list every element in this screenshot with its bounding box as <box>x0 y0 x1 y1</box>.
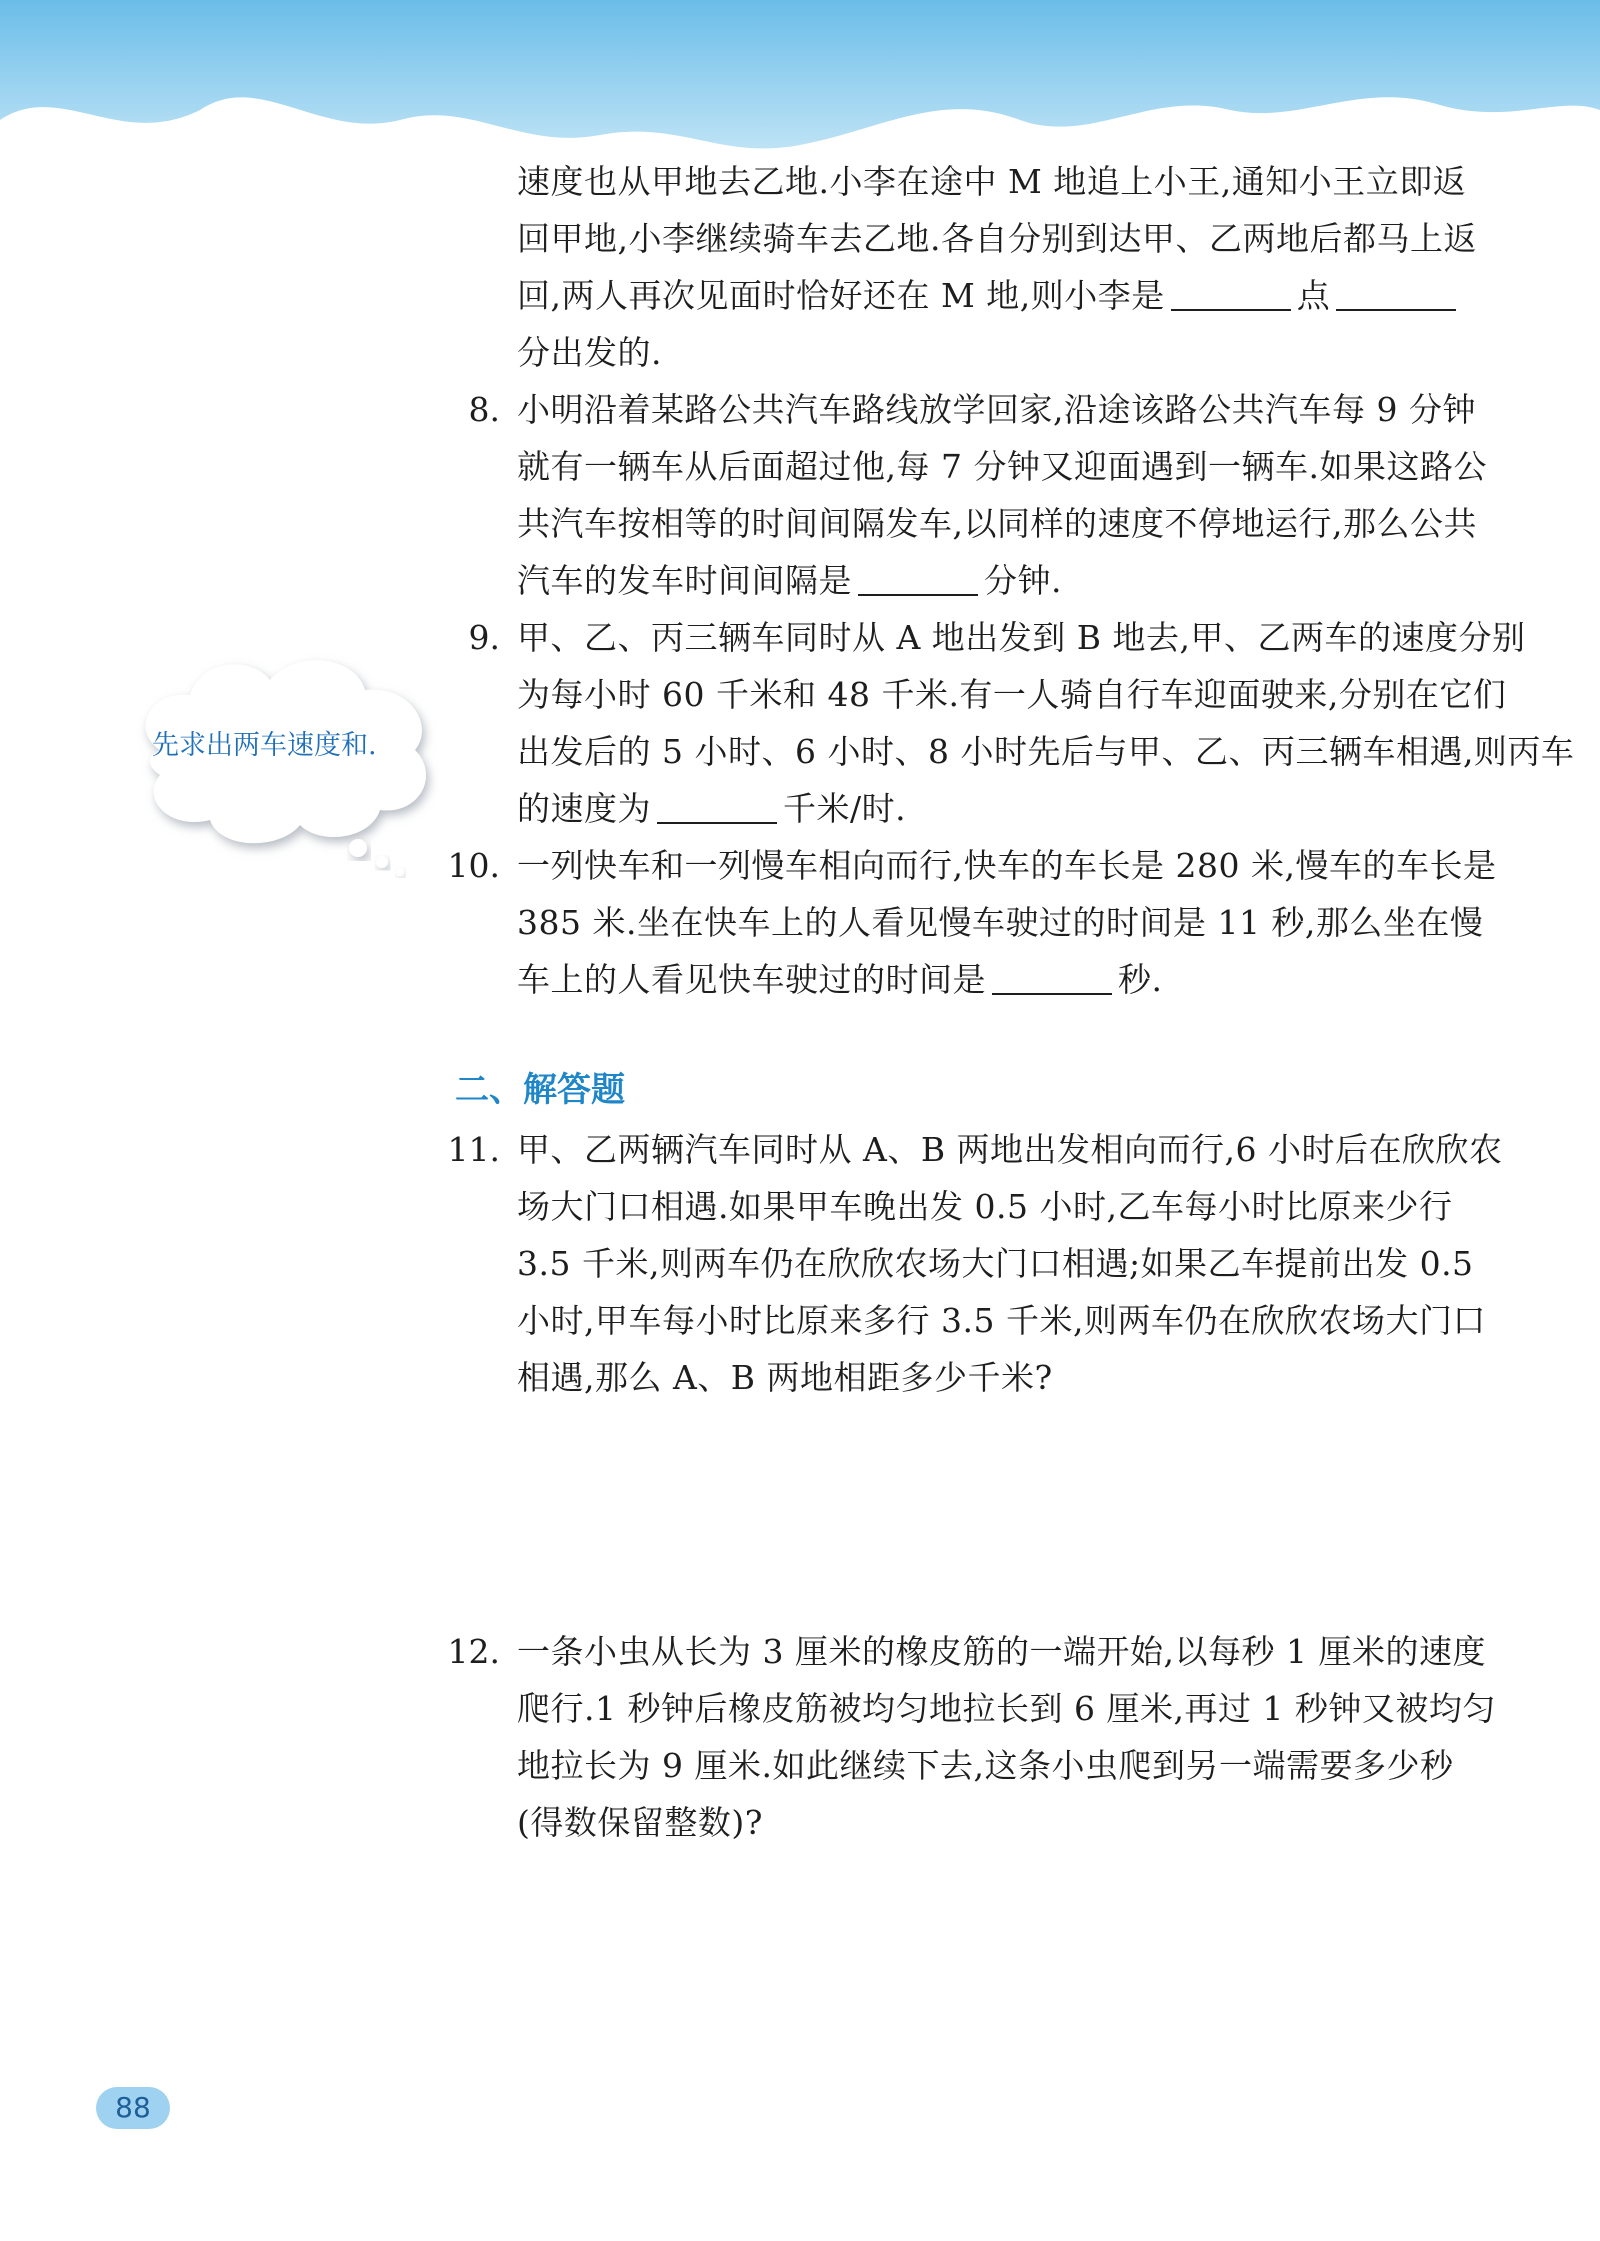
q9-line-4-a: 的速度为 <box>517 789 651 828</box>
q11-line-1: 甲、乙两辆汽车同时从 A、B 两地出发相向而行,6 小时后在欣欣农 <box>517 1130 1503 1169</box>
q12-line-1: 一条小虫从长为 3 厘米的橡皮筋的一端开始,以每秒 1 厘米的速度 <box>517 1632 1486 1671</box>
q7-line-2: 回甲地,小李继续骑车去乙地.各自分别到达甲、乙两地后都马上返 <box>517 219 1477 258</box>
q12-line-3: 地拉长为 9 厘米.如此继续下去,这条小虫爬到另一端需要多少秒 <box>517 1746 1454 1785</box>
answer-blank-q9[interactable] <box>657 822 777 824</box>
q10-line-3-b: 秒. <box>1118 960 1163 999</box>
section-title: 二、解答题 <box>455 1070 625 1110</box>
q10-number: 10. <box>447 846 500 885</box>
q10-line-3 <box>517 958 1163 1002</box>
q8-line-4-b: 分钟. <box>984 561 1062 600</box>
hint-text: 先求出两车速度和. <box>152 730 377 761</box>
q12-line-4: (得数保留整数)? <box>517 1803 763 1842</box>
q10-line-3-a: 车上的人看见快车驶过的时间是 <box>517 960 986 999</box>
q10-line-2: 385 米.坐在快车上的人看见慢车驶过的时间是 11 秒,那么坐在慢 <box>517 903 1484 942</box>
q8-line-2: 就有一辆车从后面超过他,每 7 分钟又迎面遇到一辆车.如果这路公 <box>517 447 1487 486</box>
page-number: 88 <box>96 2087 170 2129</box>
answer-blank-q8[interactable] <box>858 594 978 596</box>
q8-number: 8. <box>468 390 500 429</box>
q10-line-1: 一列快车和一列慢车相向而行,快车的车长是 280 米,慢车的车长是 <box>517 846 1497 885</box>
q8-line-4 <box>517 559 1062 603</box>
q9-number: 9. <box>468 618 500 657</box>
q7-line-1: 速度也从甲地去乙地.小李在途中 M 地追上小王,通知小王立即返 <box>517 162 1467 201</box>
q11-number: 11. <box>447 1130 500 1169</box>
q9-line-4 <box>517 787 906 831</box>
q9-line-3: 出发后的 5 小时、6 小时、8 小时先后与甲、乙、丙三辆车相遇,则丙车 <box>517 732 1575 771</box>
q7-line-3-b: 点 <box>1296 276 1331 315</box>
q9-line-2: 为每小时 60 千米和 48 千米.有一人骑自行车迎面驶来,分别在它们 <box>517 675 1507 714</box>
q7-line-4: 分出发的. <box>517 333 662 372</box>
q12-line-2: 爬行.1 秒钟后橡皮筋被均匀地拉长到 6 厘米,再过 1 秒钟又被均匀 <box>517 1689 1496 1728</box>
q11-line-4: 小时,甲车每小时比原来多行 3.5 千米,则两车仍在欣欣农场大门口 <box>517 1301 1486 1340</box>
q11-line-2: 场大门口相遇.如果甲车晚出发 0.5 小时,乙车每小时比原来少行 <box>517 1187 1453 1226</box>
answer-blank-q7-hour[interactable] <box>1171 309 1291 311</box>
q11-line-3: 3.5 千米,则两车仍在欣欣农场大门口相遇;如果乙车提前出发 0.5 <box>517 1244 1474 1283</box>
answer-blank-q7-minute[interactable] <box>1336 309 1456 311</box>
q11-line-5: 相遇,那么 A、B 两地相距多少千米? <box>517 1358 1053 1397</box>
sky-cloud-header <box>0 0 1600 170</box>
q8-line-3: 共汽车按相等的时间间隔发车,以同样的速度不停地运行,那么公共 <box>517 504 1477 543</box>
q12-number: 12. <box>447 1632 500 1671</box>
q8-line-4-a: 汽车的发车时间间隔是 <box>517 561 852 600</box>
q7-line-3-a: 回,两人再次见面时恰好还在 M 地,则小李是 <box>517 276 1165 315</box>
q7-line-3 <box>517 274 1462 318</box>
q9-line-4-b: 千米/时. <box>783 789 907 828</box>
q8-line-1: 小明沿着某路公共汽车路线放学回家,沿途该路公共汽车每 9 分钟 <box>517 390 1476 429</box>
q9-line-1: 甲、乙、丙三辆车同时从 A 地出发到 B 地去,甲、乙两车的速度分别 <box>517 618 1526 657</box>
answer-blank-q10[interactable] <box>992 993 1112 995</box>
